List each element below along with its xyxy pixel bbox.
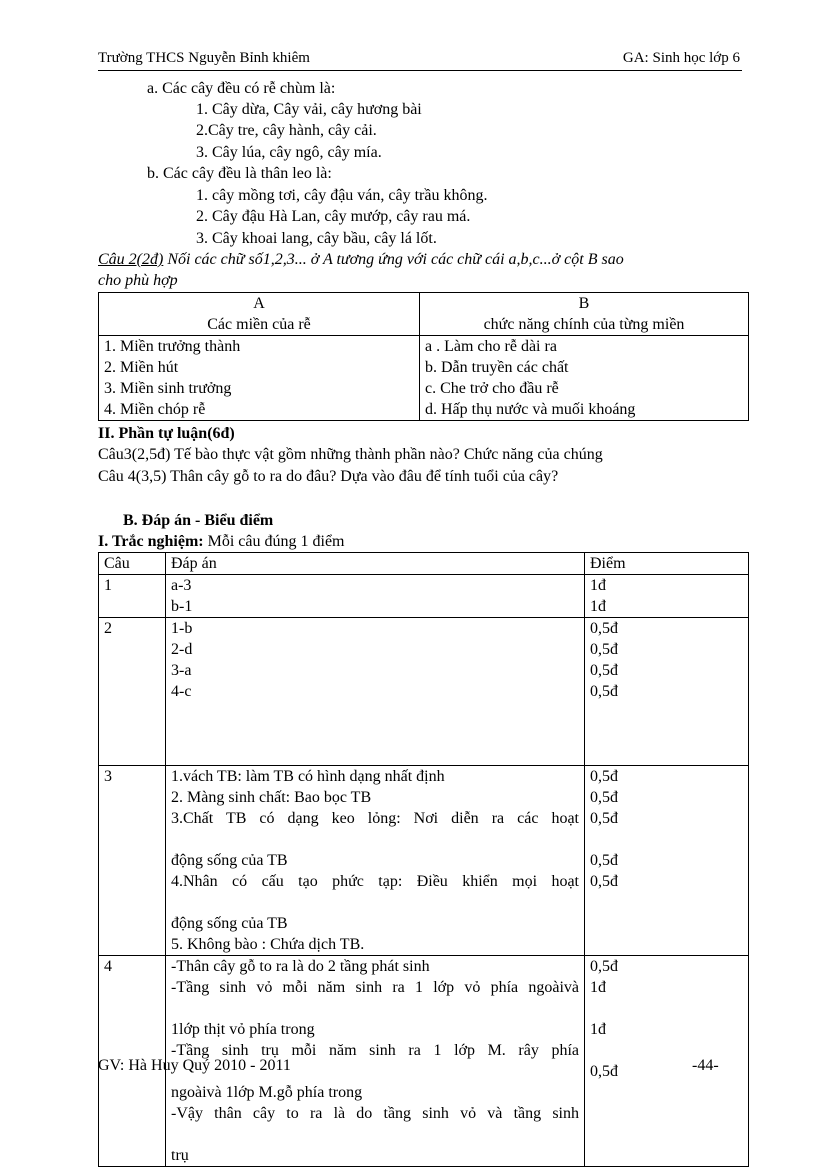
score: 0,5đ	[590, 958, 618, 975]
answer-text: 3.Chất TB có dạng keo lỏng: Nơi diễn ra các hoạt	[171, 810, 579, 827]
answer-cau-1: 1	[99, 575, 166, 618]
col-a-letter: A	[253, 295, 265, 312]
col-a-title: Các miền của rễ	[207, 316, 311, 333]
function-c: c. Che trở cho đầu rễ	[425, 380, 559, 397]
question-4: Câu 4(3,5) Thân cây gỗ to ra do đâu? Dựa vào đâu để tính tuổi của cây?	[98, 468, 559, 485]
col-diem-header: Điểm	[585, 553, 749, 575]
score: 1đ	[590, 979, 606, 996]
answer-cau-2: 2	[99, 618, 166, 766]
col-cau-header: Câu	[99, 553, 166, 575]
table-cell	[585, 766, 749, 956]
answer-text: 1.vách TB: làm TB có hình dạng nhất định	[171, 768, 445, 785]
spacer	[590, 1040, 743, 1061]
table-row	[99, 618, 749, 766]
answer-text: -Thân cây gỗ to ra là do 2 tầng phát sinh	[171, 958, 430, 975]
table-row	[99, 575, 749, 618]
function-a: a . Làm cho rễ dài ra	[425, 338, 557, 355]
col-a-header	[99, 293, 420, 336]
answer-text: b-1	[171, 598, 193, 615]
table-cell	[585, 956, 749, 1167]
function-b: b. Dẫn truyền các chất	[425, 359, 569, 376]
score: 0,5đ	[590, 873, 618, 890]
score: 1đ	[590, 598, 606, 615]
root-zone-4: 4. Miền chóp rễ	[104, 401, 206, 418]
table-cell	[99, 336, 420, 421]
score: 0,5đ	[590, 641, 618, 658]
score: 0,5đ	[590, 852, 618, 869]
score: 1đ	[590, 1021, 606, 1038]
answer-text: 1-b	[171, 620, 193, 637]
school-name: Trường THCS Nguyễn Bỉnh khiêm	[98, 50, 310, 66]
part2-title: II. Phần tự luận(6đ)	[98, 425, 235, 442]
q2-prompt	[98, 249, 624, 270]
spacer	[590, 998, 743, 1019]
page-header	[98, 48, 742, 71]
table-cell	[585, 618, 749, 766]
answer-text: động sống của TB	[171, 915, 288, 932]
score: 1đ	[590, 577, 606, 594]
section-1-label: I. Trắc nghiệm:	[98, 533, 204, 550]
matching-table	[98, 292, 749, 421]
answer-cau-4: 4	[99, 956, 166, 1167]
score: 0,5đ	[590, 620, 618, 637]
table-cell	[420, 336, 749, 421]
root-zone-3: 3. Miền sinh trưởng	[104, 380, 232, 397]
score: 0,5đ	[590, 789, 618, 806]
q1b-option-1: 1. cây mồng tơi, cây đậu ván, cây trầu không.	[196, 187, 488, 204]
q1a-option-2: 2.Cây tre, cây hành, cây cải.	[196, 122, 377, 139]
footer-page-number: -44-	[692, 1057, 719, 1074]
q1b-stem: b. Các cây đều là thân leo là:	[147, 165, 332, 182]
col-b-title: chức năng chính của từng miền	[483, 316, 685, 333]
q1a-option-1: 1. Cây dừa, Cây vải, cây hương bài	[196, 101, 422, 118]
table-row	[99, 336, 749, 421]
table-cell	[585, 575, 749, 618]
answer-text: trụ	[171, 1147, 189, 1164]
section-1-heading	[98, 531, 345, 552]
table-row	[99, 766, 749, 956]
answer-header-row	[99, 553, 749, 575]
answer-text: 4-c	[171, 683, 192, 700]
root-zone-1: 1. Miền trưởng thành	[104, 338, 241, 355]
answer-text: 2. Màng sinh chất: Bao bọc TB	[171, 789, 372, 806]
col-b-letter: B	[578, 295, 590, 312]
table-cell	[166, 766, 585, 956]
answer-text: 2-d	[171, 641, 193, 658]
table-header-row	[99, 293, 749, 336]
q1a-stem: a. Các cây đều có rễ chùm là:	[147, 80, 336, 97]
answer-text: 4.Nhân có cấu tạo phức tạp: Điều khiển mọi hoạt	[171, 873, 579, 890]
section-1-note: Mỗi câu đúng 1 điểm	[203, 533, 345, 550]
answer-text: -Tầng sinh trụ mỗi năm sinh ra 1 lớp M. rây phía	[171, 1042, 579, 1059]
spacer	[590, 829, 743, 850]
q1a-option-3: 3. Cây lúa, cây ngô, cây mía.	[196, 144, 382, 161]
q2-text-line1: Nối các chữ số1,2,3... ở A tương ứng với các chữ cái a,b,c...ở cột B sao	[163, 251, 624, 268]
answer-text: 5. Không bào : Chứa dịch TB.	[171, 936, 365, 953]
root-zone-2: 2. Miền hút	[104, 359, 179, 376]
footer-teacher: GV: Hà Huy Quý 2010 - 2011	[98, 1057, 291, 1074]
answers-title: B. Đáp án - Biểu điểm	[123, 512, 274, 529]
q1b-option-3: 3. Cây khoai lang, cây bầu, cây lá lốt.	[196, 230, 437, 247]
col-dapan-header: Đáp án	[166, 553, 585, 575]
answer-text: 3-a	[171, 662, 192, 679]
q2-label: Câu 2(2đ)	[98, 251, 164, 268]
q1b-option-2: 2. Cây đậu Hà Lan, cây mướp, cây rau má.	[196, 208, 471, 225]
answer-cau-3: 3	[99, 766, 166, 956]
question-3: Câu3(2,5đ) Tế bào thực vật gồm những thành phần nào? Chức năng của chúng	[98, 446, 603, 463]
score: 0,5đ	[590, 768, 618, 785]
answer-text: -Tầng sinh vỏ mỗi năm sinh ra 1 lớp vỏ phía ngoàivà	[171, 979, 579, 996]
score: 0,5đ	[590, 662, 618, 679]
table-cell	[166, 618, 585, 766]
answer-text: -Vậy thân cây to ra là do tầng sinh vỏ và tầng sinh	[171, 1105, 579, 1122]
answer-text: động sống của TB	[171, 852, 288, 869]
answer-text: ngoàivà 1lớp M.gỗ phía trong	[171, 1084, 363, 1101]
score: 0,5đ	[590, 1063, 618, 1080]
table-cell	[166, 575, 585, 618]
answer-text: 1lớp thịt vỏ phía trong	[171, 1021, 315, 1038]
col-b-header	[420, 293, 749, 336]
answer-text: a-3	[171, 577, 192, 594]
subject-name: GA: Sinh học lớp 6	[622, 50, 740, 66]
score: 0,5đ	[590, 683, 618, 700]
score: 0,5đ	[590, 810, 618, 827]
q2-text-line2: cho phù hợp	[98, 272, 178, 289]
function-d: d. Hấp thụ nước và muối khoáng	[425, 401, 636, 418]
